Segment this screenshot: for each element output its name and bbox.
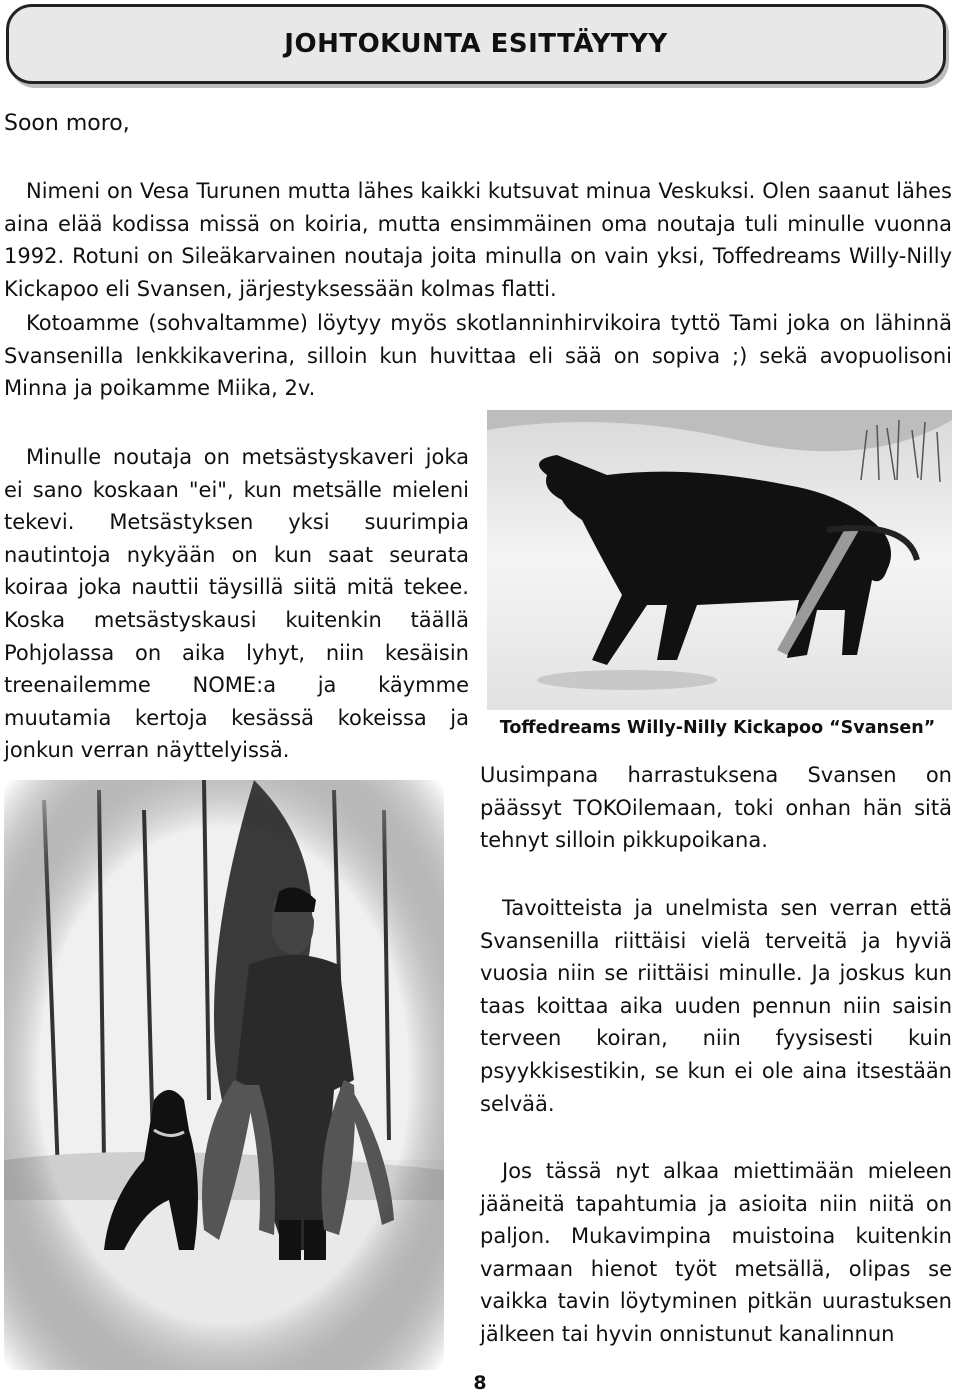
section-title: JOHTOKUNTA ESITTÄYTYY [284,29,668,59]
toko-paragraph: Uusimpana harrastuksena Svansen on päässyt TOKOilemaan, toki onhan hän sitä tehnyt silloin pikkupoikana. [480,763,952,853]
greeting-text: Soon moro, [4,111,130,136]
hunter-with-dog-illustration [4,780,444,1370]
intro-paragraph: Nimeni on Vesa Turunen mutta lähes kaikki kutsuvat minua Veskuksi. Olen saanut lähes aina elää kodissa missä on koiria, mutta ensimmäinen oma noutaja tuli minulle vuonna 1992. Rotuni on Sileäkarvainen noutaja joita minulla on vain yksi, Toffedreams Willy-Nilly Kickapoo eli Svansen, järjestyksessään kolmas flatti. [4,179,952,301]
photo-caption: Toffedreams Willy-Nilly Kickapoo “Svansen” [499,718,936,738]
memories-paragraph: Jos tässä nyt alkaa miettimään mieleen jääneitä tapahtumia ja asioita niin niitä on paljon. Mukavimpina muistoina kuitenkin varmaan hienot työt metsällä, olipas se vaikka tavin löytyminen pitkän uurastuksen jälkeen tai hyvin onnistunut kanalinnun [480,1159,952,1346]
page-number: 8 [473,1372,487,1394]
dog-retrieving-illustration [487,410,952,710]
section-title-banner [6,4,946,84]
home-paragraph: Kotoamme (sohvaltamme) löytyy myös skotlanninhirvikoira tyttö Tami joka on lähinnä Svansenilla lenkkikaverina, silloin kun huvittaa eli sää on sopiva ;) sekä avopuolisoni Minna ja poikamme Miika, 2v. [4,311,952,401]
dog-retrieving-photo [487,410,952,710]
hunter-with-dog-photo [4,780,444,1370]
hunting-paragraph: Minulle noutaja on metsästyskaveri joka ei sano koskaan "ei", kun metsälle mieleni tekevi. Metsästyksen yksi suurimpia nautintoja nykyään on kun saat seurata koiraa joka nauttii täysillä siitä mitä tekee. Koska metsästyskausi kuitenkin täällä Pohjolassa on aika lyhyt, niin kesäisin treenailemme NOME:a ja käymme muutamia kertoja kesässä kokeissa ja jonkun verran näyttelyissä. [4,445,469,763]
goals-paragraph: Tavoitteista ja unelmista sen verran että Svansenilla riittäisi vielä terveitä ja hyviä vuosia niin se riittäisi minulle. Ja joskus kun taas koittaa aika uuden pennun niin saisin terveen koiran, niin fyysisesti kuin psyykkisestikin, se kun ei ole aina itsestään selvää. [480,896,952,1116]
